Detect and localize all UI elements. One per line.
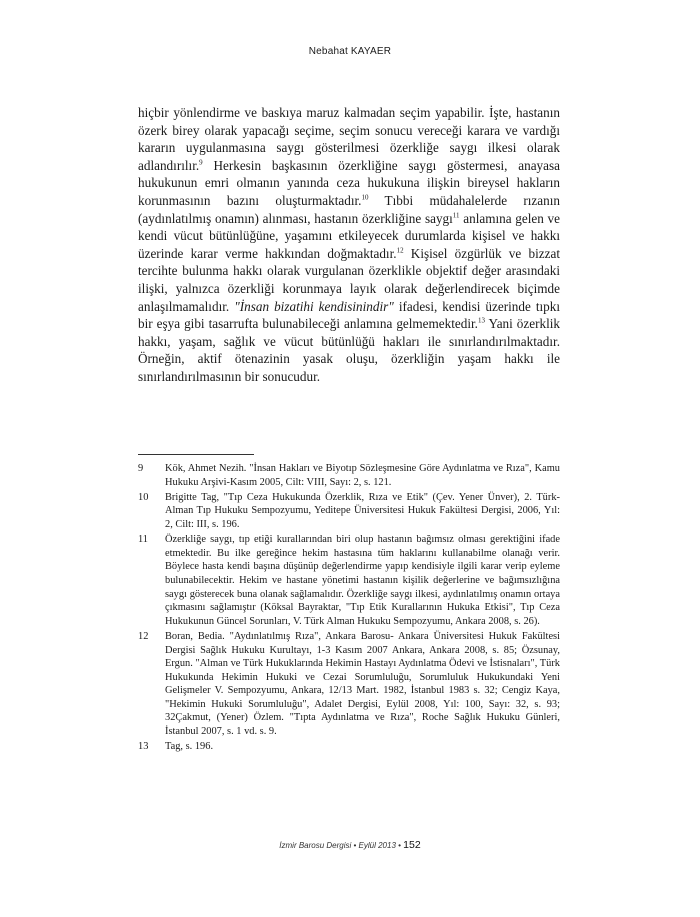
author-name: Nebahat KAYAER [308,46,392,57]
footnote-9 [138,462,560,489]
footnotes-section [138,462,560,755]
footnote-10 [138,491,560,532]
body-paragraph [138,104,560,386]
footnote-number: 9 [138,463,144,474]
body-text-segment: Herkesin başkasının özerkliğine saygı göstermesi, anayasa hukukunun emri olmanın yanında ceza hukukuna ilişkin bireysel hakların korunmasının bazını oluşturmaktadır. [138,157,560,208]
footnote-ref-9[interactable]: 9 [199,158,203,167]
body-text-segment: anlamına gelen ve kendi vücut bütünlüğüne, yaşamını etkileyecek durumlarda kişisel ve hakkı üzerinde karar verme hakkından doğmaktadır. [138,210,560,261]
footnote-ref-11[interactable]: 11 [452,211,460,220]
footnote-number: 11 [138,534,149,546]
body-text-segment: Yani özerklik hakkı, yaşam, sağlık ve vücut bütünlüğü hakları ile sınırlandırılmaktadır. Örneğin, aktif ötenazinin yasak oluşu, özerkliğin yaşam hakkı ile sınırlandırılmasının bir sonucudur. [138,316,561,384]
footnote-text: Boran, Bedia. "Aydınlatılmış Rıza", Ankara Barosu- Ankara Üniversitesi Hukuk Fakültesi Dergisi Sağlık Hukuku Kurultayı, 1-3 Kasım 2007 Ankara, Ankara 2008, s. 85; Özsunay, Ergun. "Alman ve Türk Hukuklarında Hekimin Hastayı Aydınlatma Ödevi ve İstisnaları", Türk Hukukunda Hekimin Hukuki ve Cezai Sorumluluğu, Sorumluluk Hukukundaki Yeni Gelişmeler V. Sempozyumu, Ankara, 12/13 Mart. 1982, İstanbul 1983 s. 32; Cengiz Kaya, "Hekimin Hukuki Sorumluluğu", Adalet Dergisi, Eylül 2008, Yıl: 100, Sayı: 32, s. 93; 32Çakmut, (Yener) Özlem. "Tıpta Aydınlatma ve Rıza", Roche Sağlık Hukuku Günleri, İstanbul 2007, s. 1 vd. s. 9. [165,630,560,738]
footnote-13 [138,740,560,754]
body-text-segment: Kişisel özgürlük ve bizzat tercihte bulunma hakkı olarak vurgulanan özerklikle objektif değer arasındaki ilişki, yalnızca özerkliği korunmaya layık olarak değerlendirecek biçimde anlaşılmamalıdır. [138,245,560,314]
footnote-ref-13[interactable]: 13 [477,316,485,325]
page-number: 152 [403,839,421,851]
footnote-number: 12 [138,630,149,642]
body-text-segment: hiçbir yönlendirme ve baskıya maruz kalmadan seçim yapabilir. İşte, hastanın özerk birey olarak yapacağı seçime, seçim sonucu vereceği karara ve vardığı kararın uygulanmasına saygı gösterilmesi özerkliğe saygı ilkesi olarak adlandırılır. [138,105,560,173]
footnote-ref-10[interactable]: 10 [361,193,369,202]
footnote-number: 13 [138,741,149,753]
body-text-segment: ifadesi, kendisi üzerinde tıpkı bir eşya gibi tasarrufta bulunabileceği anlamına gelmemektedir. [138,298,561,332]
footnote-number: 10 [138,491,149,503]
running-header [0,46,700,57]
body-text-segment: Tıbbi müdahalelerde rızanın (aydınlatılmış onamın) alınması, hastanın özerkliğine saygı [138,192,560,226]
page-footer [0,839,700,851]
footnote-ref-12[interactable]: 12 [396,246,404,255]
footnote-text: Kök, Ahmet Nezih. "İnsan Hakları ve Biyotıp Sözleşmesine Göre Aydınlatma ve Rıza", Kamu Hukuku Arşivi-Kasım 2005, Cilt: VIII, Sayı: 2, s. 121. [165,463,560,488]
footnote-12 [138,630,560,739]
italic-quote: "İnsan bizatihi kendisinindir" [234,298,394,314]
footnote-11 [138,533,560,628]
footnote-text: Özerkliğe saygı, tıp etiği kurallarından biri olup hastanın bağımsız olması gerektiğini ifade etmektedir. Bu ilke gereğince hekim hastasına tüm haklarını kullanabilme olanağı verir. Böylece hasta kendi başına düşünüp değerlendirme yapıp kendisiyle ilgili karar verip eyleme bulunabilecektir. Hekim ve hastane yönetimi hastanın kişilik değerlerine ve bağımsızlığına saygı gösterecek buna olanak sağlamalıdır. Özerkliğe saygı ilkesi, aydınlatılmış onamın ortaya çıkmasını sağlamıştır (Köksal Bayraktar, "Tıp Etik Kurallarının Hukuka Etkisi", Tıp Ceza Hukukunun Güncel Sorunları, V. Türk Alman Hukuku Sempozyumu, Ankara 2008, s. 26). [165,534,560,627]
journal-info: İzmir Barosu Dergisi • Eylül 2013 • [279,841,401,850]
footnote-text: Brigitte Tag, "Tıp Ceza Hukukunda Özerklik, Rıza ve Etik" (Çev. Yener Ünver), 2. Türk- Alman Tıp Hukuku Sempozyumu, Yeditepe Üniversitesi Hukuk Fakültesi Dergisi, 2006, Yıl: 2, Cilt: III, s. 196. [165,491,560,530]
footnote-text: Tag, s. 196. [165,741,214,753]
footnote-divider [138,454,254,455]
